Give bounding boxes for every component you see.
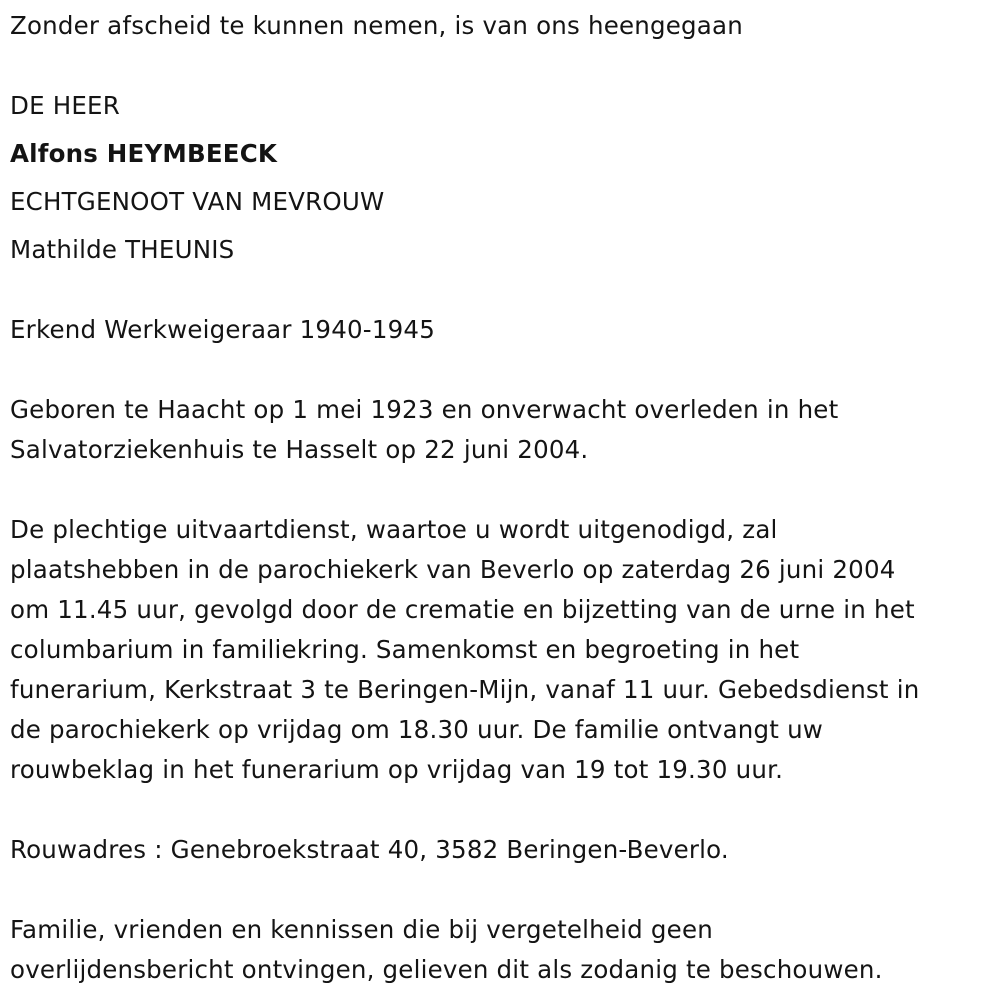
service-line: om 11.45 uur, gevolgd door de crematie en bijzetting van de urne in het (10, 595, 915, 624)
service-line: funerarium, Kerkstraat 3 te Beringen-Mijn, vanaf 11 uur. Gebedsdienst in (10, 675, 920, 704)
closing-line: Familie, vrienden en kennissen die bij vergetelheid geen (10, 915, 713, 944)
mourning-address: Rouwadres : Genebroekstraat 40, 3582 Beringen-Beverlo. (10, 835, 729, 864)
title-prefix: DE HEER (10, 91, 120, 120)
birth-death-line: Salvatorziekenhuis te Hasselt op 22 juni 2004. (10, 435, 589, 464)
recognition-text: Erkend Werkweigeraar 1940-1945 (10, 315, 435, 344)
service-line: rouwbeklag in het funerarium op vrijdag van 19 tot 19.30 uur. (10, 755, 784, 784)
deceased-name: Alfons HEYMBEECK (10, 139, 278, 168)
service-line: de parochiekerk op vrijdag om 18.30 uur. De familie ontvangt uw (10, 715, 824, 744)
service-line: De plechtige uitvaartdienst, waartoe u wordt uitgenodigd, zal (10, 515, 778, 544)
closing-line: overlijdensbericht ontvingen, gelieven dit als zodanig te beschouwen. (10, 955, 883, 984)
service-line: columbarium in familiekring. Samenkomst en begroeting in het (10, 635, 800, 664)
birth-death-line: Geboren te Haacht op 1 mei 1923 en onverwacht overleden in het (10, 395, 839, 424)
spouse-label: ECHTGENOOT VAN MEVROUW (10, 187, 385, 216)
spouse-name: Mathilde THEUNIS (10, 235, 235, 264)
intro-text: Zonder afscheid te kunnen nemen, is van ons heengegaan (10, 11, 743, 40)
service-line: plaatshebben in de parochiekerk van Beverlo op zaterdag 26 juni 2004 (10, 555, 896, 584)
